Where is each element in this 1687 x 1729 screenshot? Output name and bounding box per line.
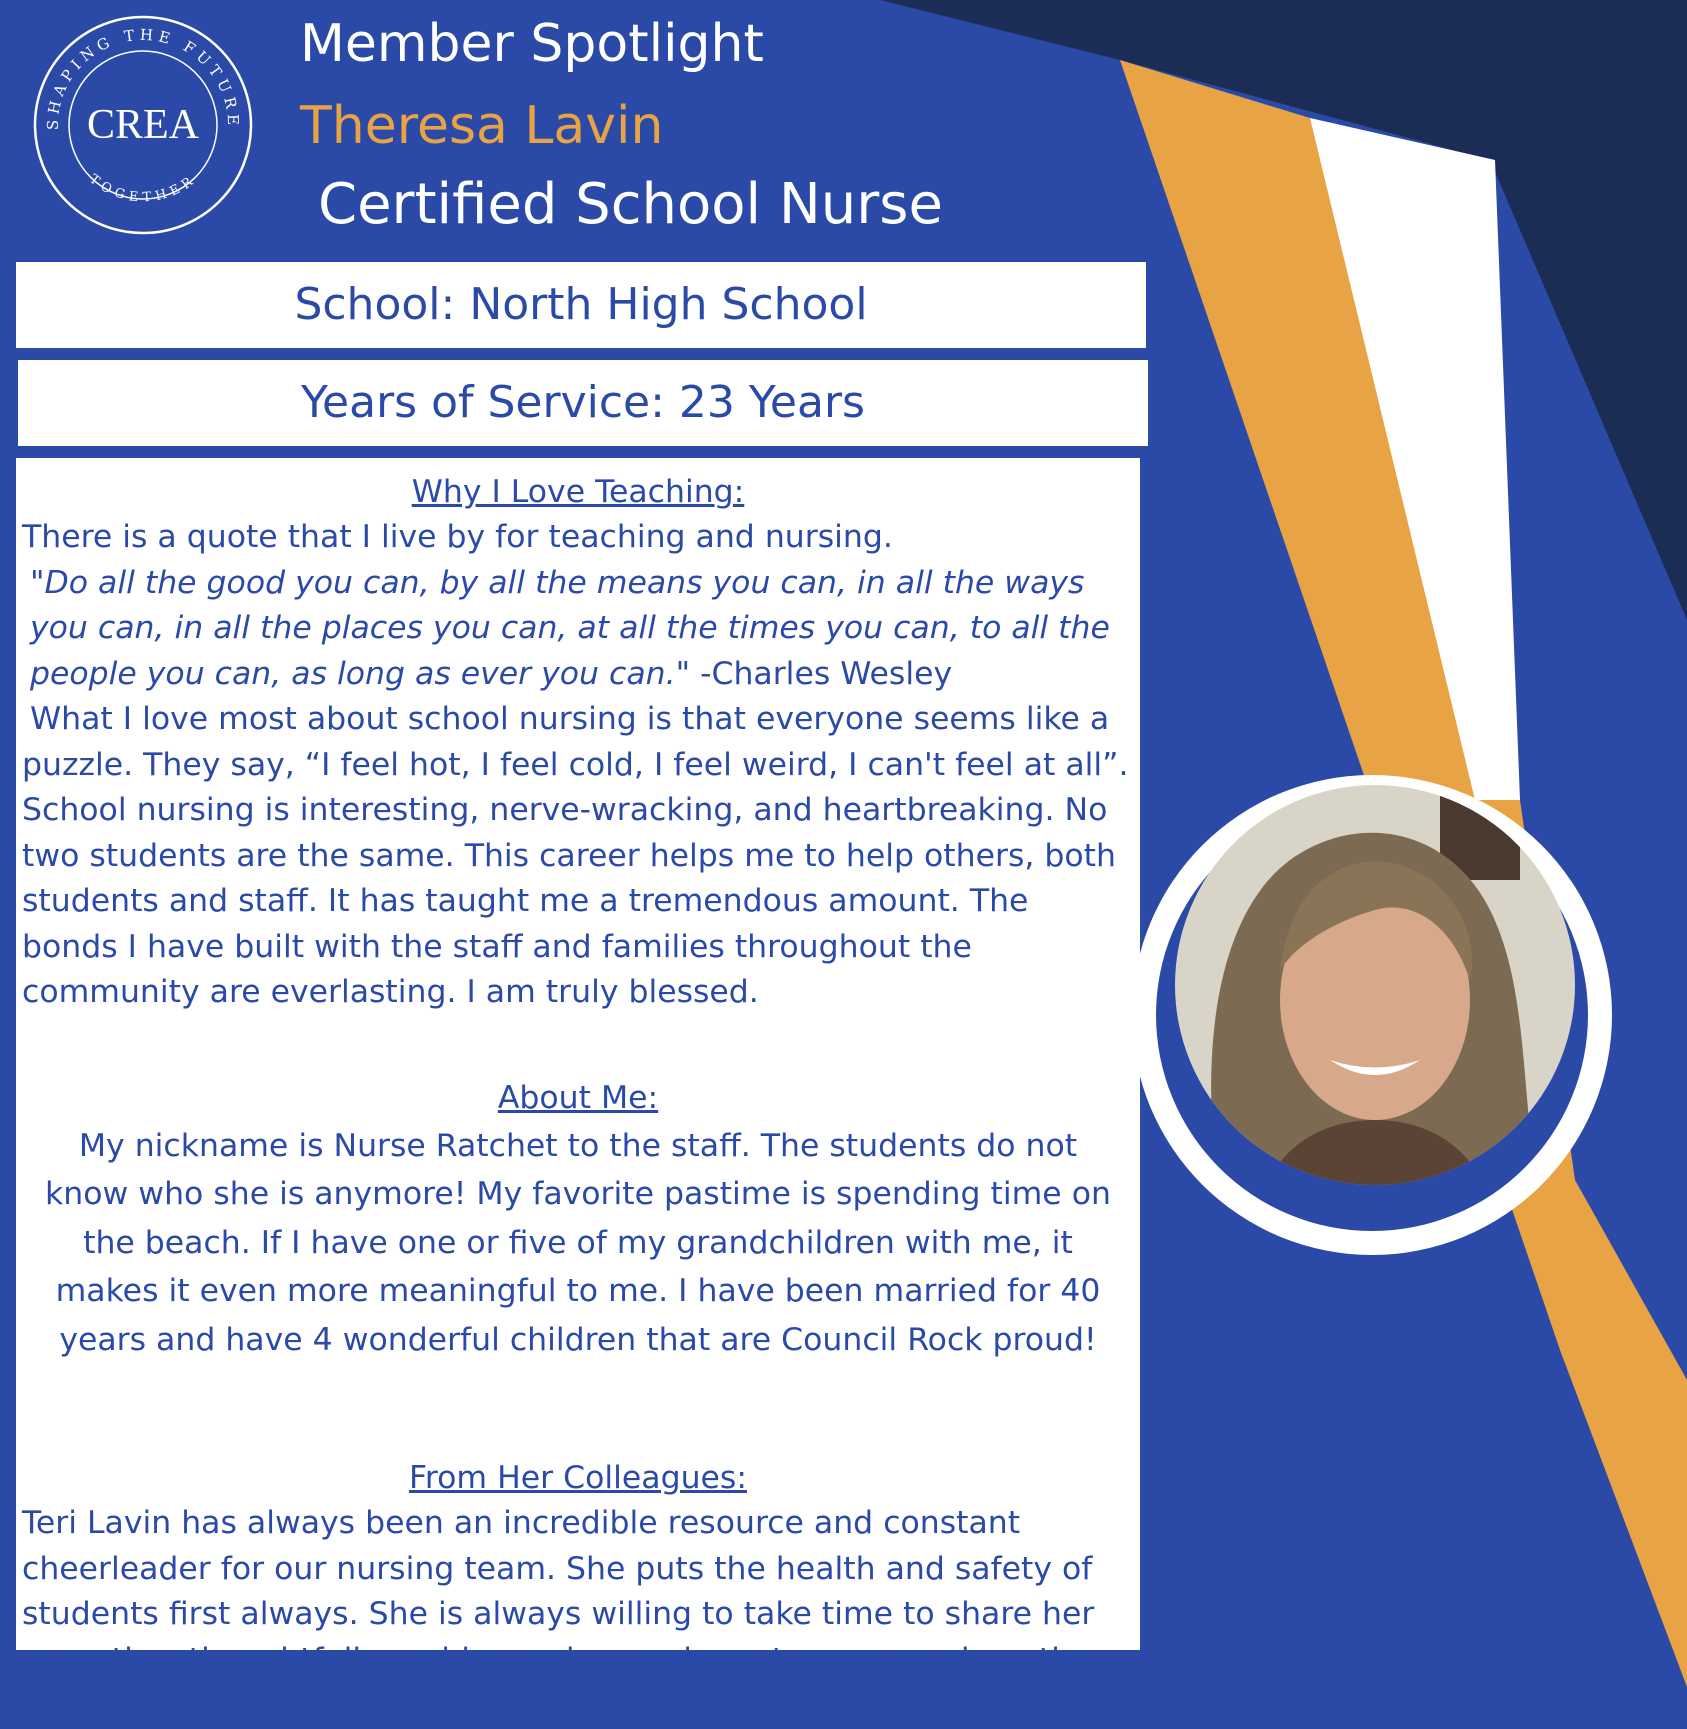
why-heading: Why I Love Teaching: [411, 474, 745, 510]
crea-logo [28, 10, 258, 240]
colleagues-body: Teri Lavin has always been an incredible resource and constant cheerleader for our nursing team. She puts the health and safety of students first always. She is always willing to take time to share her expertise, thoughtfully problem solve, and mentor nurses along the way. [22, 1505, 1095, 1723]
why-body: What I love most about school nursing is that everyone seems like a puzzle. They say, “I feel hot, I feel cold, I feel weird, I can't feel at all”. School nursing is interesting, nerve-wracking, and heartbreaking. No two students are the same. This career helps me to help others, both students and staff. It has taught me a tremendous amount. The bonds I have built with the staff and families throughout the community are everlasting. I am truly blessed. [22, 701, 1129, 1010]
colleagues-heading: From Her Colleagues: [409, 1460, 747, 1496]
member-name: Theresa Lavin [300, 96, 664, 156]
why-intro: There is a quote that I live by for teaching and nursing. [22, 519, 893, 555]
about-heading: About Me: [497, 1079, 659, 1116]
spotlight-content [16, 458, 1140, 1723]
school-box: School: North High School [16, 262, 1146, 348]
why-attribution: -Charles Wesley [690, 655, 953, 692]
about-body: My nickname is Nurse Ratchet to the staff. The students do not know who she is anymore! My favorite pastime is spending time on the beach. If I have one or five of my grandchildren with me, it makes it even more meaningful to me. I have been married for 40 years and have 4 wonderful children that are Council Rock proud! [45, 1127, 1111, 1358]
member-role: Certified School Nurse [318, 172, 943, 237]
years-of-service-box: Years of Service: 23 Years [18, 360, 1148, 446]
why-quote-paragraph [16, 561, 1140, 698]
logo-arc-bottom: TOGETHER [86, 171, 200, 206]
logo-center-text: CREA [86, 102, 200, 148]
svg-text:TOGETHER [86, 172, 199, 206]
why-quote: "Do all the good you can, by all the means you can, in all the ways you can, in all the places you can, at all the times you can, to all the people you can, as long as ever you can." [30, 564, 1110, 692]
page-title: Member Spotlight [300, 14, 764, 74]
logo-arc-top: SHAPING THE FUTURE [43, 25, 243, 131]
member-photo [1160, 770, 1590, 1200]
